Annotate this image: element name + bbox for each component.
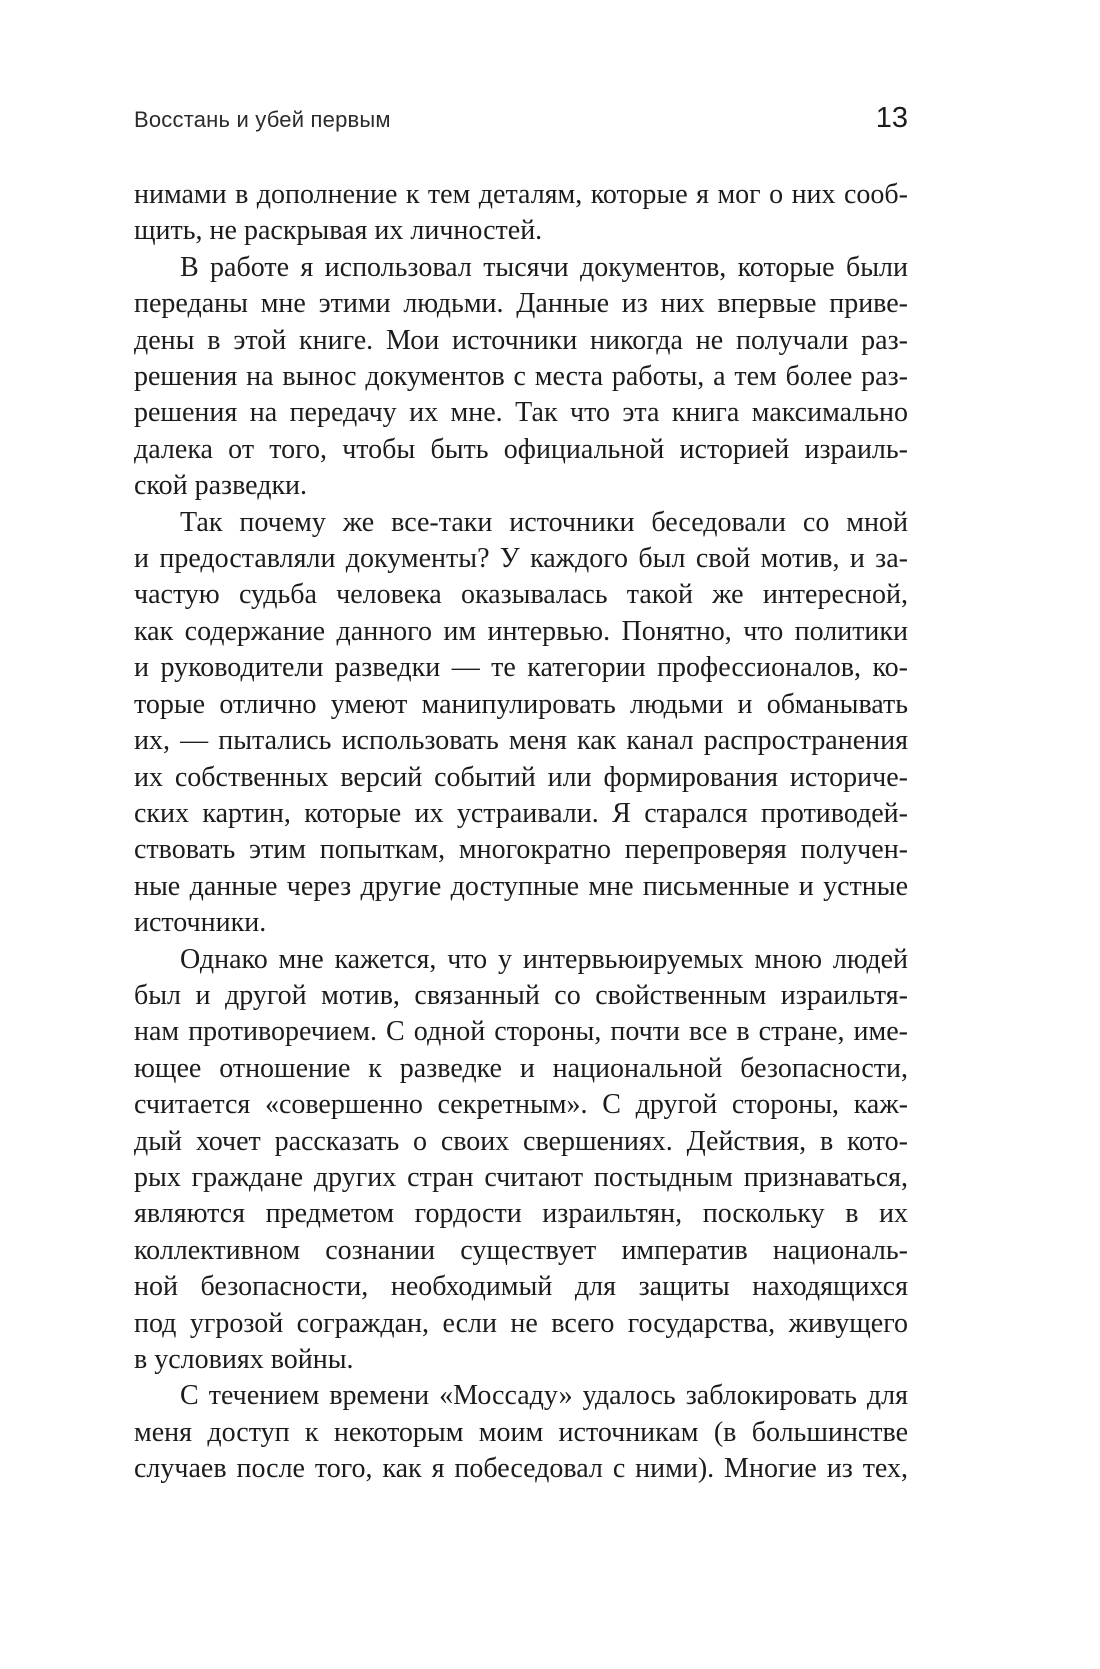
text-line: нимами в дополнение к тем деталям, которые я мог о них сооб- xyxy=(134,179,908,210)
text-line: их, — пытались использовать меня как канал распространения xyxy=(134,725,908,757)
text-line: коллективном сознании существует императив националь- xyxy=(134,1234,908,1266)
running-title: Восстань и убей первым xyxy=(134,107,391,132)
text-line: торые отлично умеют манипулировать людьми и обманывать xyxy=(134,688,908,720)
text-line: был и другой мотив, связанный со свойственным израильтя- xyxy=(134,979,908,1011)
text-line: нам противоречием. С одной стороны, почти все в стране, име- xyxy=(134,1016,908,1048)
text-line: дены в этой книге. Мои источники никогда не получали раз- xyxy=(134,324,908,356)
text-line: переданы мне этими людьми. Данные из них впервые приве- xyxy=(134,288,908,320)
text-line: Так почему же все-таки источники беседовали со мной xyxy=(180,506,908,538)
text-line: частую судьба человека оказывалась такой же интересной, xyxy=(134,579,908,611)
text-line: и предоставляли документы? У каждого был свой мотив, и за- xyxy=(134,543,908,575)
text-line: щить, не раскрывая их личностей. xyxy=(134,215,543,247)
running-header xyxy=(134,102,908,135)
page-number: 13 xyxy=(875,102,908,134)
text-line: ющее отношение к разведке и национальной безопасности, xyxy=(134,1052,908,1084)
text-line: ской разведки. xyxy=(134,470,308,502)
text-line: их собственных версий событий или формирования историче- xyxy=(134,761,908,793)
text-line: решения на вынос документов с места работы, а тем более раз- xyxy=(134,361,908,393)
text-line: С течением времени «Моссаду» удалось заблокировать для xyxy=(180,1380,908,1412)
text-line: В работе я использовал тысячи документов, которые были xyxy=(180,251,908,283)
text-line: как содержание данного им интервью. Понятно, что политики xyxy=(134,615,908,647)
text-line: меня доступ к некоторым моим источникам (в большинстве xyxy=(134,1416,908,1448)
text-line: источники. xyxy=(134,907,267,939)
text-line: ные данные через другие доступные мне письменные и устные xyxy=(134,870,908,902)
text-line: ствовать этим попыткам, многократно перепроверяя получен- xyxy=(134,834,908,866)
text-line: рых граждане других стран считают постыдным признаваться, xyxy=(134,1161,908,1193)
text-line: решения на передачу их мне. Так что эта книга максимально xyxy=(134,397,908,429)
text-line: под угрозой сограждан, если не всего государства, живущего xyxy=(134,1307,908,1339)
text-block xyxy=(134,177,908,1488)
text-line: считается «совершенно секретным». С другой стороны, каж- xyxy=(134,1089,908,1121)
text-line: дый хочет рассказать о своих свершениях. Действия, в кото- xyxy=(134,1125,908,1157)
text-line: являются предметом гордости израильтян, поскольку в их xyxy=(134,1198,908,1230)
text-line: в условиях войны. xyxy=(134,1344,354,1375)
text-line: и руководители разведки — те категории профессионалов, ко- xyxy=(134,652,908,684)
text-line: ной безопасности, необходимый для защиты находящихся xyxy=(134,1271,908,1303)
text-line: Однако мне кажется, что у интервьюируемых мною людей xyxy=(180,943,908,975)
text-line: случаев после того, как я побеседовал с ними). Многие из тех, xyxy=(134,1453,908,1485)
text-line: ских картин, которые их устраивали. Я старался противодей- xyxy=(134,797,908,829)
text-line: далека от того, чтобы быть официальной историей израиль- xyxy=(134,433,908,465)
